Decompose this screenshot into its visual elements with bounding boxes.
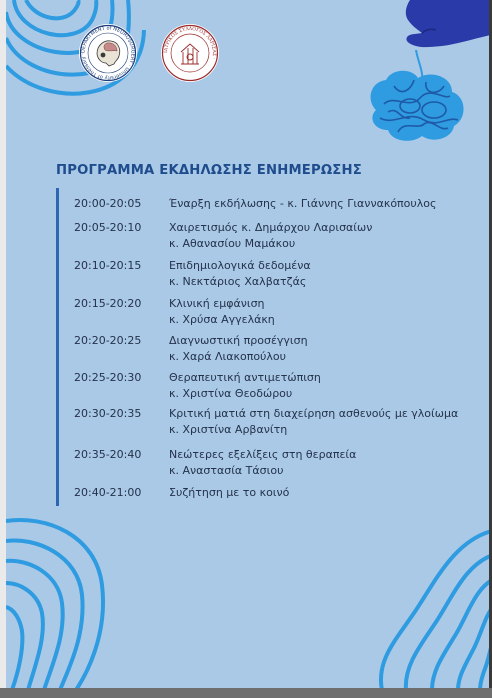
schedule-line: κ. Χαρά Λιακοπούλου xyxy=(169,349,287,363)
schedule-description xyxy=(169,333,308,364)
schedule-description xyxy=(169,296,275,327)
schedule-line: Θεραπευτική αντιμετώπιση xyxy=(169,371,321,384)
schedule-line: Κλινική εμφάνιση xyxy=(169,297,265,310)
schedule-line: κ. Χριστίνα Αρβανίτη xyxy=(169,422,288,436)
schedule-time: 20:25-20:30 xyxy=(74,371,142,384)
schedule-line: κ. Αθανασίου Μαμάκου xyxy=(169,236,296,250)
schedule-line: Διαγνωστική προσέγγιση xyxy=(169,334,308,347)
schedule-description xyxy=(169,447,356,478)
seal-ring-text: ΙΑΤΡΙΚΟΣ ΣΥΛΛΟΓΟΣ ΛΑΡΙΣΑΣ · xyxy=(163,26,217,60)
schedule-line: κ. Χρύσα Αγγελάκη xyxy=(169,312,275,326)
schedule-time: 20:20-20:25 xyxy=(74,334,142,347)
schedule-description xyxy=(169,220,372,251)
viewer-bottom-bar xyxy=(0,688,492,698)
contour-bottom-left-decoration xyxy=(6,515,126,688)
schedule-line: Έναρξη εκδήλωσης - κ. Γιάννης Γιαννακόπουλος xyxy=(169,197,437,210)
medical-association-seal xyxy=(161,24,219,82)
schedule-time: 20:30-20:35 xyxy=(74,407,142,420)
program-schedule xyxy=(56,188,489,506)
schedule-time: 20:10-20:15 xyxy=(74,259,142,272)
page-title: ΠΡΟΓΡΑΜΜΑ ΕΚΔΗΛΩΣΗΣ ΕΝΗΜΕΡΩΣΗΣ xyxy=(56,163,362,178)
schedule-line: κ. Χριστίνα Θεοδώρου xyxy=(169,386,293,400)
schedule-description xyxy=(169,196,436,212)
schedule-line: κ. Αναστασία Τάσιου xyxy=(169,463,284,477)
schedule-time: 20:35-20:40 xyxy=(74,448,142,461)
schedule-time: 20:00-20:05 xyxy=(74,197,142,210)
schedule-line: Συζήτηση με το κοινό xyxy=(169,486,290,499)
schedule-line: κ. Νεκτάριος Χαλβατζάς xyxy=(169,274,307,288)
schedule-description xyxy=(169,485,289,501)
neurosurgery-logo xyxy=(79,24,137,82)
schedule-line: Νεώτερες εξελίξεις στη θεραπεία xyxy=(169,448,357,461)
schedule-line: Επιδημιολογικά δεδομένα xyxy=(169,259,311,272)
schedule-time: 20:40-21:00 xyxy=(74,486,142,499)
schedule-time: 20:05-20:10 xyxy=(74,221,142,234)
contour-bottom-right-decoration xyxy=(376,520,489,688)
schedule-description xyxy=(169,258,311,289)
schedule-line: Κριτική ματιά στη διαχείρηση ασθενούς με γλοίωμα xyxy=(169,407,459,420)
schedule-line: Χαιρετισμός κ. Δημάρχου Λαρισαίων xyxy=(169,221,373,234)
schedule-description xyxy=(169,406,458,437)
schedule-description xyxy=(169,370,321,401)
schedule-time: 20:15-20:20 xyxy=(74,297,142,310)
brain-yarn-icon xyxy=(364,40,472,145)
neurosurgery-logo-ring-text: DEPARTMENT of NEUROSURGERY · University of Thessaly · xyxy=(80,25,136,81)
